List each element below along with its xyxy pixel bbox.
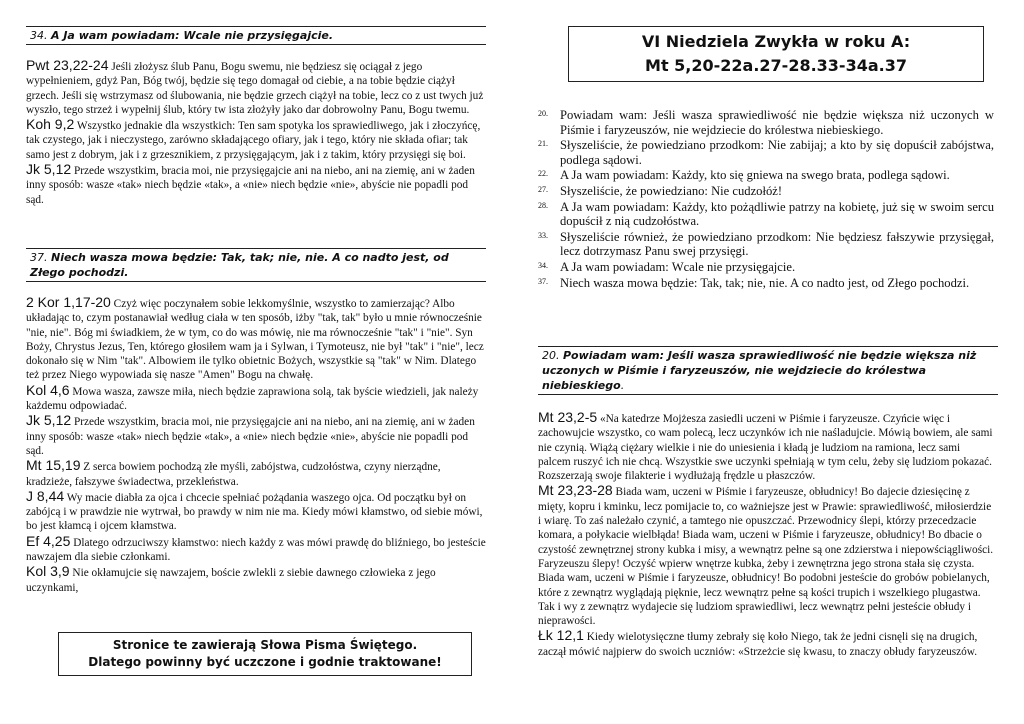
passage bbox=[26, 534, 486, 565]
verse bbox=[538, 107, 994, 137]
passage-reference: Łk 12,1 bbox=[538, 627, 584, 644]
passage-text: Mowa wasza, zawsze miła, niech będzie zaprawiona solą, tak byście wiedzieli, jak należy każdemu odpowiadać. bbox=[26, 385, 479, 413]
gospel-verses bbox=[538, 107, 994, 290]
section-header-37 bbox=[26, 248, 486, 282]
passage-text: Przede wszystkim, bracia moi, nie przysięgajcie ani na niebo, ani na ziemię, ani w żaden inny sposób: wasze «tak» niech będzie «tak», a «nie» niech będzie «nie», abyście nie popadli pod sąd. bbox=[26, 165, 475, 206]
passage-text: Wy macie diabła za ojca i chcecie spełniać pożądania waszego ojca. Od początku był on zabójcą i w prawdzie nie wytrwał, bo prawdy w nim nie ma. Kiedy mówi kłamstwo, od siebie mówi, bo jest kłamcą i ojcem kłamstwa. bbox=[26, 491, 483, 533]
passages-block-3 bbox=[538, 410, 994, 659]
passage bbox=[538, 483, 994, 628]
passage-reference: Jk 5,12 bbox=[26, 161, 72, 178]
verse-number: 33. bbox=[538, 230, 548, 240]
passage bbox=[26, 413, 486, 458]
verse bbox=[538, 229, 994, 259]
passage bbox=[26, 162, 486, 207]
verse bbox=[538, 259, 994, 275]
verse-text: Słyszeliście, że powiedziano: Nie cudzołóż! bbox=[560, 183, 783, 198]
page-title bbox=[568, 26, 984, 82]
verse-number: 27. bbox=[538, 184, 548, 194]
header-tail: . bbox=[620, 379, 625, 392]
header-text: Niech wasza mowa będzie: Tak, tak; nie, nie. A co nadto jest, od Złego pochodzi. bbox=[30, 251, 449, 279]
verse bbox=[538, 137, 994, 167]
passage-reference: Pwt 23,22-24 bbox=[26, 57, 109, 73]
section-header-34 bbox=[26, 26, 486, 45]
right-column bbox=[538, 0, 998, 724]
verse-text: A Ja wam powiadam: Każdy, kto się gniewa na swego brata, podlega sądowi. bbox=[560, 168, 950, 183]
verse-text: A Ja wam powiadam: Każdy, kto pożądliwie patrzy na kobietę, już się w swoim sercu dopuścił z nią cudzołóstwa. bbox=[560, 199, 994, 229]
verse-number: 37. bbox=[538, 276, 548, 286]
passage-text: Nie okłamujcie się nawzajem, boście zwlekli z siebie dawnego człowieka z jego uczynkami, bbox=[26, 567, 436, 594]
passage-reference: Mt 23,23-28 bbox=[538, 482, 613, 499]
passage-text: Wszystko jednakie dla wszystkich: Ten sam spotyka los sprawiedliwego, jak i złoczyńcę, tak czystego, jak i nieczystego, zarówno składającego ofiary, jak i tego, który nie składa ofiar; tak samo jest z dobrym, jak i z grzesznikiem, z przysięgającym, jak i z takim, który przysięgi się boi. bbox=[26, 120, 481, 161]
section-header-20 bbox=[538, 346, 998, 395]
passage-reference: Mt 15,19 bbox=[26, 457, 81, 474]
title-line: VI Niedziela Zwykła w roku A: bbox=[641, 32, 911, 51]
verse-text: Niech wasza mowa będzie: Tak, tak; nie, nie. A co nadto jest, od Złego pochodzi. bbox=[560, 275, 970, 290]
verse-number: 34. bbox=[538, 260, 548, 270]
verse bbox=[538, 167, 994, 183]
passage bbox=[26, 117, 486, 162]
passage-text: Czyż więc poczynałem sobie lekkomyślnie, wszystko to zamierzając? Albo układając to, czym postanawiał według ciała w ten sposób, iżby "tak, tak" było u mnie równocześnie "nie, nie". Bóg mi świadkiem, że w tym, co do was mówię, nie ma równocześnie "tak" i "nie". Syn Boży, Chrystus Jezus, Ten, którego głosiłem wam ja i Sylwan, i Tymoteusz, nie był "tak" i "nie", lecz dokonało się w Nim "tak". Albowiem ile tylko obietnic Bożych, wszystkie są "tak" w Nim. Dlatego też przez Niego wypowiada się nasze "Amen" Bogu na chwałę. bbox=[26, 298, 484, 382]
passage-reference: J 8,44 bbox=[26, 487, 65, 504]
verse-text: Słyszeliście, że powiedziano przodkom: Nie zabijaj; a kto by się dopuścił zabójstwa, podlega sądowi. bbox=[560, 138, 994, 167]
header-verse-number: 37. bbox=[30, 251, 48, 264]
verse-text: A Ja wam powiadam: Wcale nie przysięgajcie. bbox=[560, 259, 796, 274]
passages-block-1 bbox=[26, 58, 486, 207]
passage-text: Dlatego odrzuciwszy kłamstwo: niech każdy z was mówi prawdę do bliźniego, bo jesteście nawzajem dla siebie członkami. bbox=[26, 536, 486, 564]
left-column bbox=[26, 0, 486, 724]
verse-text: Powiadam wam: Jeśli wasza sprawiedliwość nie będzie większa niż uczonych w Piśmie i faryzeuszów, nie wejdziecie do królestwa niebieskiego. bbox=[560, 108, 994, 137]
passage-text: «Na katedrze Mojżesza zasiedli uczeni w Piśmie i faryzeusze. Czyńcie więc i zachowujcie wszystko, co wam polecą, lecz uczynków ich nie naśladujcie. Mówią bowiem, ale sami nie czynią. Wiążą ciężary wielkie i nie do uniesienia i kładą je ludziom na ramiona, lecz sami palcem ruszyć ich nie chcą. Wszystkie swe uczynki spełniają w tym celu, żeby się ludziom pokazać. Rozszerzają swoje filakterie i wydłużają frędzle u płaszczów. bbox=[538, 413, 993, 483]
footer-line: Stronice te zawierają Słowa Pisma Świętego. bbox=[112, 638, 418, 652]
passage-text: Kiedy wielotysięczne tłumy zebrały się koło Niego, tak że jedni cisnęli się na drugich, zaczął mówić najpierw do swoich uczniów: «Strzeżcie się kwasu, to znaczy obłudy faryzeuszów. bbox=[538, 631, 978, 658]
passage-reference: 2 Kor 1,17-20 bbox=[26, 294, 111, 310]
passage-text: Z serca bowiem pochodzą złe myśli, zabójstwa, cudzołóstwa, czyny nierządne, kradzieże, fałszywe świadectwa, przekleństwa. bbox=[26, 461, 441, 488]
header-text: Powiadam wam: Jeśli wasza sprawiedliwość nie będzie większa niż uczonych w Piśmie i faryzeuszów, nie wejdziecie do królestwa niebieskiego bbox=[542, 349, 977, 392]
passage bbox=[538, 410, 994, 483]
passage-text: Przede wszystkim, bracia moi, nie przysięgajcie ani na niebo, ani na ziemię, ani w żaden inny sposób: wasze «tak» niech będzie «tak», a «nie» niech będzie «nie», abyście nie popadli pod sąd. bbox=[26, 416, 475, 457]
passage-reference: Kol 4,6 bbox=[26, 381, 70, 398]
verse bbox=[538, 275, 994, 291]
passage-reference: Kol 3,9 bbox=[26, 563, 70, 580]
header-verse-number: 34. bbox=[30, 29, 48, 42]
passage-reference: Koh 9,2 bbox=[26, 116, 75, 133]
verse bbox=[538, 199, 994, 229]
verse-number: 21. bbox=[538, 139, 548, 149]
passage-text: Jeśli złożysz ślub Panu, Bogu swemu, nie będziesz się ociągał z jego wypełnieniem, gdyż Pan, Bóg twój, będzie się tego domagał od ciebie, a na tobie będzie ciążył grzech. Jeśli się wstrzymasz od ślubowania, nie będzie grzech ciążył na tobie, lecz co z ust twych już wyszło, tego strzeż i wypełnij ślub, który tw ista złożyły jako dar dobrowolny Panu, Bogu twemu. bbox=[26, 61, 484, 116]
verse bbox=[538, 183, 994, 199]
passage-reference: Jk 5,12 bbox=[26, 412, 72, 429]
passage bbox=[26, 295, 486, 383]
verse-text: Słyszeliście również, że powiedziano przodkom: Nie będziesz fałszywie przysięgał, lecz dotrzymasz Panu swej przysięgi. bbox=[560, 229, 994, 259]
passage bbox=[26, 564, 486, 595]
verse-number: 20. bbox=[538, 109, 548, 118]
passage bbox=[538, 628, 994, 659]
passage bbox=[26, 383, 486, 414]
title-line: Mt 5,20-22a.27-28.33-34a.37 bbox=[645, 56, 907, 75]
passage-text: Biada wam, uczeni w Piśmie i faryzeusze, obłudnicy! Bo dajecie dziesięcinę z mięty, kopru i kminku, lecz pomijacie to, co ważniejsze jest w Prawie: sprawiedliwość, miłosierdzie i wiarę. To zaś należało czynić, a tamtego nie opuszczać. Przewodnicy ślepi, którzy przecedzacie komara, a połykacie wielbłąda! Biada wam, uczeni w Piśmie i faryzeusze, obłudnicy! Bo dbacie o czystość zewnętrznej strony kubka i misy, a wewnątrz pełne są one zdzierstwa i niepowściągliwości. Faryzeuszu ślepy! Oczyść wpierw wnętrze kubka, żeby i zewnętrzna jego strona stała się czysta. Biada wam, uczeni w Piśmie i faryzeusze, obłudnicy! Bo podobni jesteście do grobów pobielanych, które z zewnątrz wyglądają pięknie, lecz wewnątrz pełne są kości trupich i wszelkiego plugastwa. Tak i wy z zewnątrz wydajecie się ludziom sprawiedliwi, lecz wewnątrz pełni jesteście obłudy i nieprawości. bbox=[538, 486, 994, 628]
passage bbox=[26, 458, 486, 489]
passages-block-2 bbox=[26, 295, 486, 595]
passage-reference: Ef 4,25 bbox=[26, 532, 71, 549]
verse-number: 22. bbox=[538, 169, 548, 179]
footer-notice bbox=[58, 632, 472, 676]
header-text: A Ja wam powiadam: Wcale nie przysięgajcie. bbox=[51, 29, 334, 42]
passage bbox=[26, 58, 486, 117]
verse-number: 28. bbox=[538, 200, 548, 210]
footer-line: Dlatego powinny być uczczone i godnie traktowane! bbox=[88, 655, 442, 669]
passage-reference: Mt 23,2-5 bbox=[538, 409, 598, 425]
passage bbox=[26, 489, 486, 534]
header-verse-number: 20. bbox=[542, 349, 560, 362]
